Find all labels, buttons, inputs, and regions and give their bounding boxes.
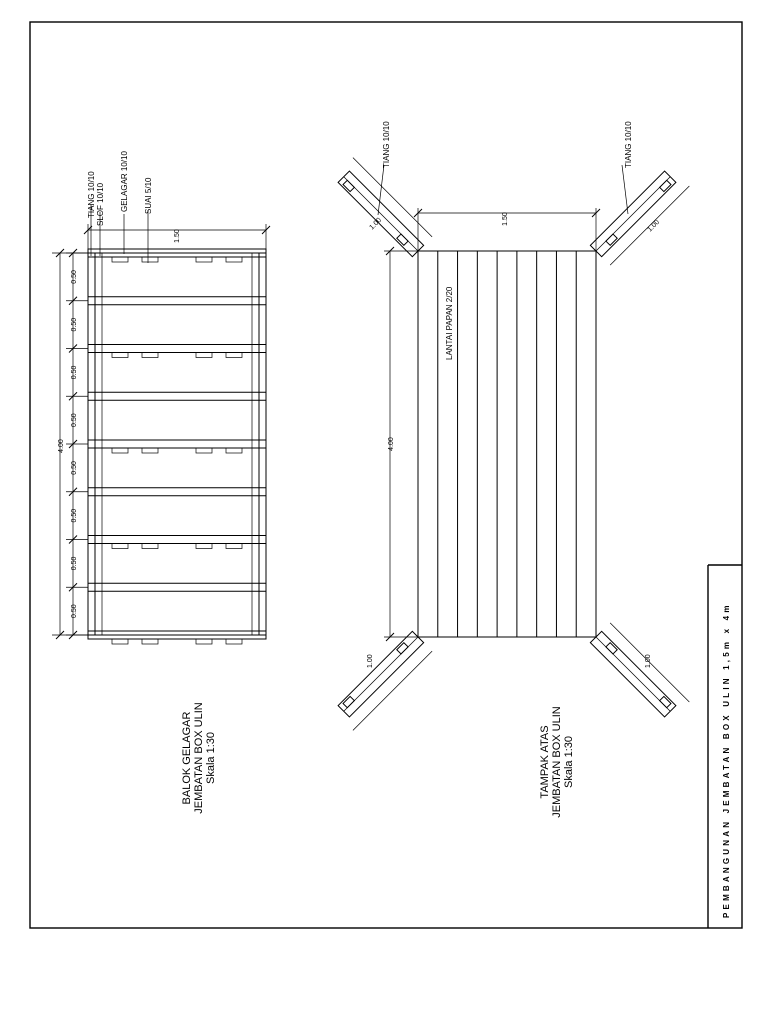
spacing-dim-label: 0.50 [71, 556, 78, 571]
balok-gelagar-plan [52, 151, 270, 814]
svg-text:Skala 1:30: Skala 1:30 [205, 732, 217, 784]
spacing-dim-label: 0.50 [71, 365, 78, 380]
callout-slof: SLOF 10/10 [96, 182, 105, 226]
svg-text:TAMPAK ATAS: TAMPAK ATAS [539, 725, 551, 799]
crossbeam [88, 583, 266, 591]
title-block [708, 565, 742, 928]
crossbeam [88, 297, 266, 305]
spacing-dim-label: 0.50 [71, 604, 78, 618]
post-label-right: TIANG 10/10 [624, 121, 633, 168]
wing-wall-top-right [590, 166, 689, 265]
wing-wall-top-left [333, 158, 432, 257]
crossbeam [88, 488, 266, 496]
title-block-text: PEMBANGUNAN JEMBATAN BOX ULIN 1,5m x 4m [722, 602, 731, 918]
tampak-atas-plan [333, 121, 689, 818]
crossbeams [88, 249, 266, 644]
svg-text:Skala 1:30: Skala 1:30 [563, 736, 575, 788]
spacing-dim-label: 0.50 [71, 270, 78, 284]
deck-width-dimension [414, 208, 600, 251]
width-dim-label: 1.50 [174, 229, 181, 243]
spacing-dim-label: 0.50 [71, 461, 78, 475]
spacing-dim-label: 0.50 [71, 508, 78, 523]
right-view-title [539, 706, 575, 818]
callout-gelagar: GELAGAR 10/10 [120, 151, 129, 212]
wing-wall-bottom-right [590, 623, 689, 722]
spacing-dimension-chain [66, 249, 88, 639]
crossbeam [88, 345, 266, 358]
callout-tiang: TIANG 10/10 [87, 171, 96, 218]
svg-text:JEMBATAN BOX ULIN: JEMBATAN BOX ULIN [551, 706, 563, 818]
length-dim-label: 4.00 [58, 439, 65, 453]
wing-dim-bottom-left: 1.00 [367, 654, 374, 668]
deck-length-label: 4.00 [388, 437, 395, 451]
crossbeam [88, 392, 266, 400]
deck-label: LANTAI PAPAN 2/20 [445, 286, 454, 360]
left-view-title [181, 702, 217, 814]
crossbeam [88, 249, 266, 262]
post-label-left: TIANG 10/10 [382, 121, 391, 168]
svg-text:JEMBATAN BOX ULIN: JEMBATAN BOX ULIN [193, 702, 205, 814]
spacing-dim-label: 0.50 [71, 317, 78, 332]
deck-width-label: 1.50 [502, 212, 509, 226]
deck-planks [438, 251, 576, 637]
callout-suai: SUAI 5/10 [144, 177, 153, 214]
post-callouts [378, 121, 633, 215]
spacing-dim-label: 0.50 [71, 413, 78, 427]
deck-length-dimension [384, 247, 418, 641]
crossbeam [88, 440, 266, 453]
svg-text:BALOK GELAGAR: BALOK GELAGAR [181, 711, 193, 805]
wing-dim-bottom-right: 1.00 [645, 654, 652, 668]
crossbeam [88, 536, 266, 549]
wing-wall-bottom-left [333, 631, 432, 730]
member-callouts [87, 151, 153, 263]
wing-dim-top-right: 1.00 [646, 218, 662, 234]
crossbeam [88, 631, 266, 644]
wing-dim-top-left: 1.00 [368, 216, 384, 232]
